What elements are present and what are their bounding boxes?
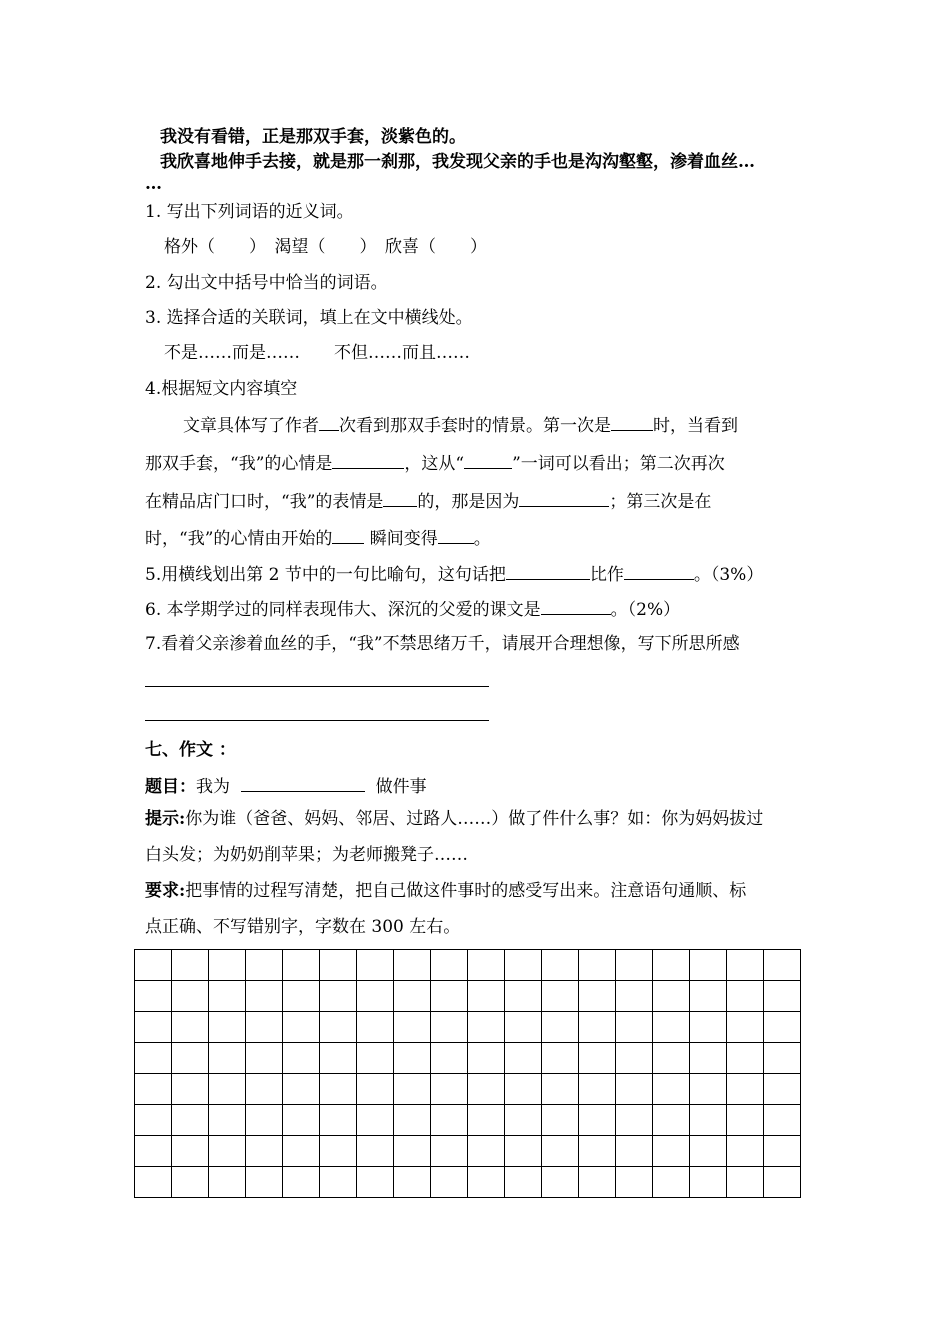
grid-cell[interactable] [764,1136,801,1167]
grid-cell[interactable] [320,1043,357,1074]
grid-cell[interactable] [616,981,653,1012]
grid-cell[interactable] [468,1043,505,1074]
grid-cell[interactable] [357,981,394,1012]
grid-row [135,1074,801,1105]
grid-cell[interactable] [394,1074,431,1105]
grid-cell[interactable] [135,1136,172,1167]
grid-cell[interactable] [394,1105,431,1136]
grid-cell[interactable] [431,1012,468,1043]
grid-cell[interactable] [764,1043,801,1074]
grid-cell[interactable] [468,1074,505,1105]
grid-cell[interactable] [690,1105,727,1136]
grid-cell[interactable] [320,1167,357,1198]
grid-cell[interactable] [135,1074,172,1105]
grid-cell[interactable] [283,950,320,981]
grid-cell[interactable] [320,1105,357,1136]
essay-requirement-line-2: 点正确、不写错别字，字数在 300 左右。 [145,917,461,937]
grid-cell[interactable] [542,981,579,1012]
grid-cell[interactable] [246,1043,283,1074]
answer-line-2[interactable] [145,720,489,721]
question-6 [145,600,680,619]
grid-cell[interactable] [246,1105,283,1136]
essay-requirement-text: 把事情的过程写清楚，把自己做这件事时的感受写出来。注意语句通顺、标 [185,881,747,901]
grid-cell[interactable] [542,1074,579,1105]
grid-cell[interactable] [653,1136,690,1167]
question-5 [145,565,763,584]
grid-cell[interactable] [764,1105,801,1136]
grid-cell[interactable] [209,1074,246,1105]
grid-cell[interactable] [690,1074,727,1105]
grid-cell[interactable] [209,950,246,981]
q4-text: 瞬间变得 [369,529,438,549]
q4-text: ，这从“ [404,454,465,474]
grid-cell[interactable] [357,1167,394,1198]
q4-text: 的，那是因为 [417,492,520,512]
q4-text: 时，当看到 [653,416,738,436]
grid-cell[interactable] [653,981,690,1012]
grid-cell[interactable] [468,981,505,1012]
q5-text: 比作 [589,565,624,585]
grid-cell[interactable] [246,1074,283,1105]
grid-cell[interactable] [172,1043,209,1074]
grid-cell[interactable] [579,950,616,981]
grid-cell[interactable] [690,950,727,981]
grid-cell[interactable] [616,1074,653,1105]
question-4-label: 4.根据短文内容填空 [145,379,298,399]
grid-cell[interactable] [764,1074,801,1105]
grid-cell[interactable] [616,1105,653,1136]
grid-cell[interactable] [653,1105,690,1136]
q6-text: 6. 本学期学过的同样表现伟大、深沉的父爱的课文是 [145,600,541,620]
essay-heading: 七、作文 ： [145,740,236,760]
grid-cell[interactable] [431,1136,468,1167]
grid-cell[interactable] [764,981,801,1012]
grid-cell[interactable] [283,1105,320,1136]
grid-cell[interactable] [394,950,431,981]
essay-title-prefix: 我为 [196,777,230,797]
grid-cell[interactable] [690,1167,727,1198]
grid-cell[interactable] [579,1074,616,1105]
answer-blank[interactable] [464,454,512,469]
writing-grid[interactable] [134,949,801,1198]
grid-cell[interactable] [727,1074,764,1105]
passage-line-2: 我欣喜地伸手去接，就是那一刹那，我发现父亲的手也是沟沟壑壑，渗着血丝… [160,152,755,172]
grid-cell[interactable] [579,1167,616,1198]
grid-cell[interactable] [246,1012,283,1043]
answer-blank[interactable] [506,565,590,580]
answer-blank[interactable] [319,416,339,431]
answer-blank[interactable] [332,454,404,469]
question-1-label: 1. 写出下列词语的近义词。 [145,202,354,222]
grid-cell[interactable] [616,1136,653,1167]
grid-row [135,1012,801,1043]
grid-cell[interactable] [468,1136,505,1167]
grid-cell[interactable] [209,1105,246,1136]
grid-cell[interactable] [209,1167,246,1198]
grid-cell[interactable] [468,950,505,981]
grid-cell[interactable] [172,1167,209,1198]
grid-cell[interactable] [394,981,431,1012]
grid-cell[interactable] [246,950,283,981]
grid-cell[interactable] [727,950,764,981]
grid-cell[interactable] [727,1105,764,1136]
question-2-label: 2. 勾出文中括号中恰当的词语。 [145,273,388,293]
grid-cell[interactable] [357,1043,394,1074]
q4-text: 在精品店门口时，“我”的表情是 [145,492,384,512]
grid-cell[interactable] [653,1167,690,1198]
grid-cell[interactable] [246,1136,283,1167]
grid-row [135,1043,801,1074]
essay-hint-line-1 [145,811,763,828]
grid-cell[interactable] [727,981,764,1012]
grid-cell[interactable] [505,950,542,981]
grid-cell[interactable] [394,1136,431,1167]
grid-cell[interactable] [505,1074,542,1105]
answer-blank[interactable] [438,529,474,544]
grid-cell[interactable] [172,1136,209,1167]
grid-cell[interactable] [505,1012,542,1043]
grid-cell[interactable] [653,950,690,981]
grid-cell[interactable] [357,1136,394,1167]
grid-cell[interactable] [505,1167,542,1198]
grid-row [135,981,801,1012]
passage-line-3: … [145,174,162,194]
grid-cell[interactable] [542,1105,579,1136]
grid-cell[interactable] [135,1043,172,1074]
essay-requirement-label: 要求: [145,881,186,901]
essay-requirement-line-1 [145,883,746,900]
answer-blank[interactable] [383,492,417,507]
grid-cell[interactable] [727,1136,764,1167]
grid-cell[interactable] [135,981,172,1012]
question-4-line-2 [145,454,725,473]
q5-text: 。（3%） [693,565,764,585]
grid-cell[interactable] [135,1105,172,1136]
grid-cell[interactable] [394,1043,431,1074]
grid-cell[interactable] [616,1012,653,1043]
grid-cell[interactable] [172,1074,209,1105]
q4-text: 那双手套，“我”的心情是 [145,454,333,474]
grid-cell[interactable] [320,1012,357,1043]
grid-cell[interactable] [727,1043,764,1074]
grid-cell[interactable] [394,1012,431,1043]
grid-cell[interactable] [431,1167,468,1198]
answer-blank[interactable] [332,529,364,544]
grid-cell[interactable] [690,1043,727,1074]
answer-blank[interactable] [541,600,611,615]
question-3-label: 3. 选择合适的关联词，填上在文中横线处。 [145,308,473,328]
grid-cell[interactable] [505,981,542,1012]
grid-cell[interactable] [172,950,209,981]
grid-cell[interactable] [283,981,320,1012]
grid-cell[interactable] [579,1012,616,1043]
grid-cell[interactable] [357,1074,394,1105]
question-7-label: 7.看着父亲渗着血丝的手，“我”不禁思绪万千，请展开合理想像，写下所思所感 [145,634,740,654]
grid-cell[interactable] [357,1012,394,1043]
grid-cell[interactable] [320,1074,357,1105]
grid-cell[interactable] [320,950,357,981]
essay-hint-text: 你为谁（爸爸、妈妈、邻居、过路人……）做了件什么事？如：你为妈妈拔过 [185,809,764,829]
essay-title-suffix: 做件事 [375,777,427,797]
passage-line-1: 我没有看错，正是那双手套，淡紫色的。 [160,127,466,147]
grid-cell[interactable] [505,1105,542,1136]
q5-text: 5.用横线划出第 2 节中的一句比喻句，这句话把 [145,565,506,585]
grid-cell[interactable] [542,1167,579,1198]
grid-row [135,1136,801,1167]
grid-row [135,1167,801,1198]
answer-blank[interactable] [519,492,609,507]
grid-cell[interactable] [320,981,357,1012]
grid-cell[interactable] [172,1105,209,1136]
essay-title-label: 题目： [145,777,196,797]
grid-cell[interactable] [579,1136,616,1167]
grid-cell[interactable] [505,1136,542,1167]
grid-cell[interactable] [209,1043,246,1074]
answer-line-1[interactable] [145,686,489,687]
grid-cell[interactable] [542,1136,579,1167]
q4-text: ；第三次是在 [609,492,712,512]
grid-cell[interactable] [394,1167,431,1198]
grid-cell[interactable] [579,1105,616,1136]
grid-cell[interactable] [727,1167,764,1198]
q4-text: 时，“我”的心情由开始的 [145,529,333,549]
grid-cell[interactable] [653,1043,690,1074]
grid-cell[interactable] [764,950,801,981]
essay-hint-line-2: 白头发；为奶奶削苹果；为老师搬凳子…… [145,845,468,865]
essay-title [145,777,427,796]
grid-cell[interactable] [616,1167,653,1198]
grid-cell[interactable] [431,950,468,981]
grid-cell[interactable] [542,1043,579,1074]
answer-blank[interactable] [611,416,653,431]
grid-cell[interactable] [172,981,209,1012]
question-4-line-3 [145,492,711,511]
answer-blank[interactable] [624,565,694,580]
essay-hint-label: 提示: [145,809,186,829]
grid-cell[interactable] [690,1012,727,1043]
grid-cell[interactable] [209,981,246,1012]
essay-title-blank[interactable] [241,777,365,792]
q4-text: 文章具体写了作者 [183,416,319,436]
grid-cell[interactable] [653,1012,690,1043]
grid-cell[interactable] [135,1012,172,1043]
grid-cell[interactable] [727,1012,764,1043]
grid-cell[interactable] [172,1012,209,1043]
grid-cell[interactable] [320,1136,357,1167]
grid-cell[interactable] [616,1043,653,1074]
grid-cell[interactable] [431,981,468,1012]
grid-cell[interactable] [209,1012,246,1043]
grid-cell[interactable] [468,1105,505,1136]
question-4-line-4 [145,529,491,548]
grid-cell[interactable] [431,1105,468,1136]
grid-cell[interactable] [690,1136,727,1167]
q4-text: ”一词可以看出；第二次再次 [512,454,725,474]
grid-cell[interactable] [135,950,172,981]
grid-cell[interactable] [468,1012,505,1043]
grid-row [135,1105,801,1136]
grid-cell[interactable] [357,1105,394,1136]
grid-row [135,950,801,981]
grid-cell[interactable] [283,1043,320,1074]
grid-cell[interactable] [690,981,727,1012]
grid-cell[interactable] [542,950,579,981]
q4-text: 次看到那双手套时的情景。第一次是 [339,416,611,436]
grid-cell[interactable] [505,1043,542,1074]
grid-cell[interactable] [209,1136,246,1167]
grid-cell[interactable] [764,1012,801,1043]
grid-cell[interactable] [246,1167,283,1198]
grid-cell[interactable] [246,981,283,1012]
grid-cell[interactable] [283,1012,320,1043]
grid-cell[interactable] [283,1074,320,1105]
grid-cell[interactable] [616,950,653,981]
grid-cell[interactable] [579,1043,616,1074]
grid-cell[interactable] [357,950,394,981]
grid-cell[interactable] [468,1167,505,1198]
grid-cell[interactable] [135,1167,172,1198]
q6-text: 。（2%） [610,600,681,620]
grid-cell[interactable] [283,1167,320,1198]
grid-cell[interactable] [764,1167,801,1198]
grid-cell[interactable] [579,981,616,1012]
grid-cell[interactable] [431,1043,468,1074]
grid-cell[interactable] [653,1074,690,1105]
grid-cell[interactable] [431,1074,468,1105]
question-1-items: 格外（ ） 渴望（ ） 欣喜（ ） [164,237,487,257]
question-4-line-1 [183,416,738,435]
q4-text: 。 [473,529,491,549]
grid-cell[interactable] [283,1136,320,1167]
grid-cell[interactable] [542,1012,579,1043]
question-3-options: 不是……而是…… 不但……而且…… [164,343,470,363]
